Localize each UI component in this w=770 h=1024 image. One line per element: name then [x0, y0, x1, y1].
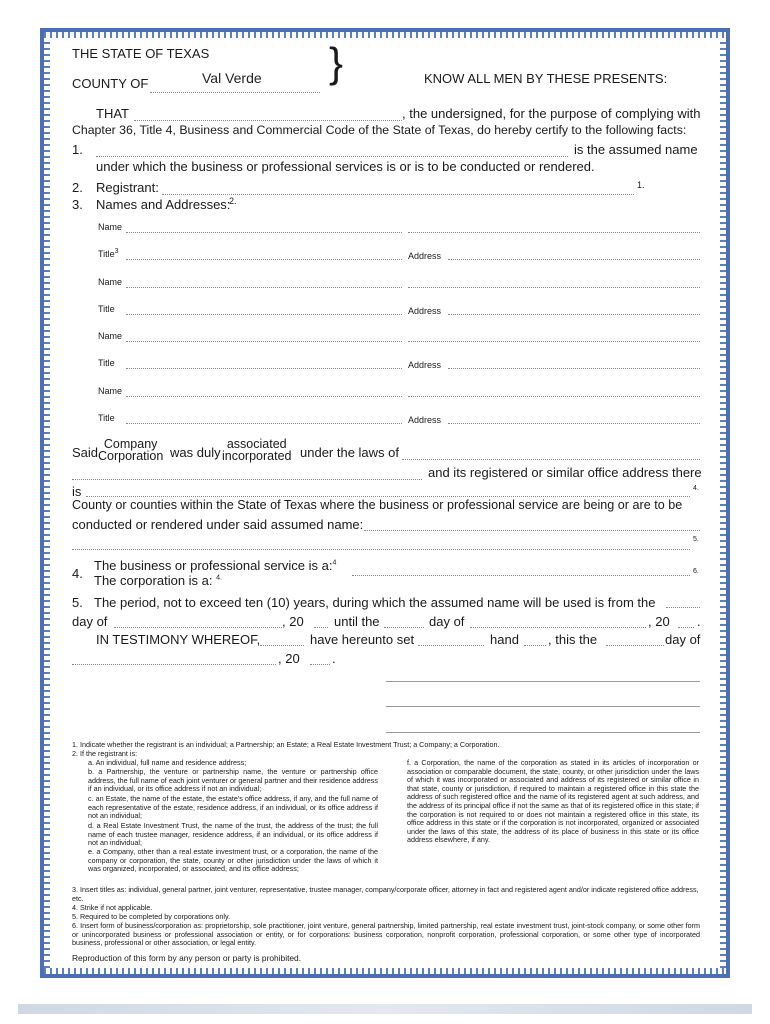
- signature-line-3[interactable]: [386, 732, 700, 733]
- signature-line-2[interactable]: [386, 706, 700, 707]
- hand-text: hand: [490, 632, 519, 647]
- company-option: Company: [103, 437, 158, 451]
- testimony-period: .: [332, 651, 336, 666]
- entry-name-extra-field[interactable]: [408, 341, 700, 342]
- that-field[interactable]: [134, 120, 402, 121]
- testimony-pronoun-field[interactable]: [418, 645, 484, 646]
- footnote-2c: c. an Estate, the name of the estate, the estate's office address, if any, and the full name of each representative of the estate, residence address, if an individual, or its office address if not an individual;: [88, 794, 378, 821]
- testimony-month-field[interactable]: [72, 664, 276, 665]
- footnote-2d: d. a Real Estate Investment Trust, the name of the trust, the address of the trust; the full name of each trustee manager, residence address, if an individual, or its office address if not an individual;: [88, 821, 378, 848]
- footnote-2e: e. a Company, other than a real estate investment trust, or a corporation, the name of the company or corporation, the state, county or other jurisdiction under the laws of which it was organized, incorporated, or associated, and its office address;: [88, 847, 378, 874]
- company-corporation-choice[interactable]: [98, 438, 163, 462]
- from-day-field[interactable]: [666, 607, 700, 608]
- entry-title-label: Title$^3$: [98, 248, 119, 259]
- state-heading: THE STATE OF TEXAS: [72, 46, 210, 61]
- entry-name-label: Name: [98, 331, 123, 341]
- item2-number: 2.: [72, 180, 83, 195]
- entry-name-label: Name: [98, 386, 123, 396]
- under-laws-label: under the laws of: [300, 445, 400, 460]
- testimony-name-field[interactable]: [260, 645, 304, 646]
- entry-name-field[interactable]: [126, 232, 402, 233]
- testimony-text: IN TESTIMONY WHEREOF,: [96, 632, 261, 647]
- entry-name-label: Name: [98, 222, 123, 232]
- names-addresses-label: Names and Addresses:: [96, 197, 231, 212]
- registrant-sup: 1.: [637, 180, 645, 190]
- entry-name-label: Name: [98, 277, 123, 287]
- item1-number: 1.: [72, 142, 83, 157]
- hand-plural-field[interactable]: [524, 645, 546, 646]
- is-label: is: [72, 484, 82, 499]
- laws-of-field-2[interactable]: [72, 479, 422, 480]
- said-label: Said: [72, 445, 99, 460]
- entry-address-label: Address: [408, 251, 442, 261]
- counties-sup: 5.: [693, 536, 699, 543]
- entry-address-label: Address: [408, 360, 442, 370]
- was-duly-label: was duly: [170, 445, 221, 460]
- entry-name-extra-field[interactable]: [408, 287, 700, 288]
- footnote-1: 1. Indicate whether the registrant is an individual; a Partnership; an Estate; a Real Estate Investment Trust; a Company; a Corporation.: [72, 740, 500, 749]
- county-value: Val Verde: [202, 70, 262, 86]
- assumed-name-field[interactable]: [96, 156, 568, 157]
- brace: }: [329, 39, 344, 86]
- counties-field-2[interactable]: [72, 549, 690, 550]
- until-month-field[interactable]: [470, 627, 646, 628]
- entry-title-field[interactable]: [126, 259, 402, 260]
- entry-name-field[interactable]: [126, 341, 402, 342]
- item5-number: 5.: [72, 595, 83, 610]
- from-year-field[interactable]: [314, 627, 328, 628]
- footnote-2f: f. a Corporation, the name of the corporation as stated in its articles of incorporation or association or comparable document, the state, county, or other jurisdiction under the laws of which it was incorporated or associated and address of its registered or similar office in that state, county or jurisdiction, if required to maintain a registered office in this state the address of such registered office and the name of its registered agent at such address, and the address of its principal office if not the same as that of its registered office in this state; if the corporation is not required to or does not maintain a registered office in this state, its office address in this state or if the corporation is not incorporated, organized or associated under the laws of this state, the address of its place of business in this state or its office address elsewhere, if any.: [407, 758, 699, 845]
- item1-line2: under which the business or professional services is or is to be conducted or rendered.: [96, 159, 595, 174]
- corporation-is-text: The corporation is a: $^{4.}$: [94, 573, 222, 588]
- entry-name-field[interactable]: [126, 287, 402, 288]
- names-addresses-sup: 2.: [229, 196, 237, 206]
- from-month-field[interactable]: [114, 627, 282, 628]
- testimony-day-field[interactable]: [606, 645, 664, 646]
- know-all-men: KNOW ALL MEN BY THESE PRESENTS:: [424, 71, 668, 86]
- corporation-option: Corporation: [98, 449, 164, 463]
- entry-title-field[interactable]: [126, 368, 402, 369]
- item4-number: 4.: [72, 566, 83, 581]
- until-year-label: , 20: [648, 614, 670, 629]
- day-of-label: day of: [72, 614, 108, 629]
- signature-line-1[interactable]: [386, 681, 700, 682]
- item1-tail: is the assumed name: [574, 142, 698, 157]
- laws-of-field[interactable]: [402, 459, 700, 460]
- period-text: The period, not to exceed ten (10) years, during which the assumed name will be used is from the: [94, 595, 656, 610]
- footnote-2: 2. If the registrant is:: [72, 749, 138, 758]
- footnote-6: 6. Insert form of business/corporation as: proprietorship, sole practitioner, joint venture, general partnership, limited partnership, real estate investment trust, joint-stock company, or some other form or unincorporated business or professional association or entity, or for corporations: business corporation, nonprofit corporation, professional corporation, or some other type of incorporated business, professional or other association, or legal entity.: [72, 921, 700, 948]
- registrant-field[interactable]: [162, 194, 634, 195]
- until-the-label: until the: [334, 614, 380, 629]
- county-field[interactable]: [150, 92, 320, 93]
- entry-title-label: Title: [98, 413, 115, 423]
- entry-address-label: Address: [408, 306, 442, 316]
- footnote-4: 4. Strike if not applicable.: [72, 903, 153, 912]
- entry-address-field[interactable]: [448, 423, 700, 424]
- this-the-text: , this the: [548, 632, 598, 647]
- item3-number: 3.: [72, 197, 83, 212]
- entry-name-extra-field[interactable]: [408, 396, 700, 397]
- entry-address-field[interactable]: [448, 368, 700, 369]
- entry-title-label: Title: [98, 358, 115, 368]
- incorporated-option: incorporated: [222, 449, 292, 463]
- registrant-label: Registrant:: [96, 180, 159, 195]
- business-service-text: The business or professional service is a:$^4$: [94, 558, 337, 573]
- bottom-scan-edge: [18, 1004, 752, 1014]
- county-counties-text: County or counties within the State of Texas where the business or professional service are being or are to be: [72, 498, 683, 512]
- that-label: THAT: [96, 106, 129, 121]
- office-address-field[interactable]: [86, 496, 690, 497]
- associated-incorporated-choice[interactable]: [222, 438, 292, 462]
- entry-title-field[interactable]: [126, 314, 402, 315]
- chapter-text: Chapter 36, Title 4, Business and Commercial Code of the State of Texas, do hereby certify to the following facts:: [72, 123, 687, 137]
- office-address-sup: 4.: [693, 485, 699, 492]
- footnote-2b: b. a Partnership, the venture or partnership name, the venture or partnership office address, the full name of each joint venturer or general partner and their residence address if an individual, or its office address if not an individual;: [88, 767, 378, 794]
- entry-address-field[interactable]: [448, 314, 700, 315]
- reproduction-notice: Reproduction of this form by any person or party is prohibited.: [72, 953, 302, 963]
- undersigned-text: , the undersigned, for the purpose of complying with: [402, 106, 701, 121]
- form-document: [52, 38, 716, 968]
- footnote-3: 3. Insert titles as: individual, general partner, joint venturer, representative, trustee manager, company/corporate officer, attorney in fact and registered agent and/or indicate registered office address, etc.: [72, 885, 699, 903]
- until-year-field[interactable]: [678, 627, 694, 628]
- footnote-5: 5. Required to be completed by corporations only.: [72, 912, 231, 921]
- entry-name-field[interactable]: [126, 396, 402, 397]
- entry-title-field[interactable]: [126, 423, 402, 424]
- conducted-text: conducted or rendered under said assumed name:: [72, 517, 364, 532]
- testimony-year-label: , 20: [278, 651, 300, 666]
- business-form-field[interactable]: [352, 575, 690, 576]
- entry-address-field[interactable]: [448, 259, 700, 260]
- testimony-year-field[interactable]: [310, 664, 330, 665]
- entry-name-extra-field[interactable]: [408, 232, 700, 233]
- associated-option: associated: [226, 437, 287, 451]
- testimony-day-of: day of: [665, 632, 701, 647]
- have-set-text: have hereunto set: [310, 632, 415, 647]
- county-label: COUNTY OF: [72, 76, 149, 91]
- footnote-2a: a. An individual, full name and residence address;: [88, 758, 247, 767]
- counties-field[interactable]: [364, 530, 700, 531]
- office-address-text: and its registered or similar office address there: [428, 465, 702, 480]
- business-form-sup: 6.: [693, 568, 699, 575]
- until-day-field[interactable]: [384, 627, 424, 628]
- period-end: .: [697, 614, 701, 629]
- entry-title-label: Title: [98, 304, 115, 314]
- day-of-label-2: day of: [429, 614, 465, 629]
- from-year-label: , 20: [282, 614, 304, 629]
- entry-address-label: Address: [408, 415, 442, 425]
